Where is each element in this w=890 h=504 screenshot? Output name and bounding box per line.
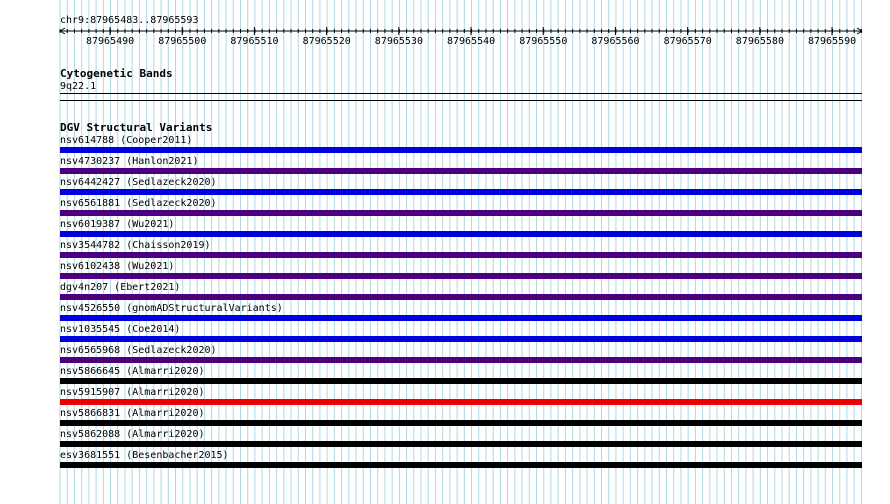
- dgv-feature-bar[interactable]: [60, 294, 862, 300]
- ruler-tick-label: 87965540: [447, 36, 496, 47]
- dgv-feature-bar[interactable]: [60, 210, 862, 216]
- dgv-feature-bar[interactable]: [60, 189, 862, 195]
- dgv-feature-bar[interactable]: [60, 147, 862, 153]
- ruler-tick-label: 87965510: [230, 36, 279, 47]
- dgv-feature-label[interactable]: nsv4526550 (gnomADStructuralVariants): [60, 303, 283, 314]
- dgv-feature-label[interactable]: nsv6442427 (Sedlazeck2020): [60, 177, 217, 188]
- ruler-tick-label: 87965590: [808, 36, 857, 47]
- dgv-feature-label[interactable]: nsv5915907 (Almarri2020): [60, 387, 205, 398]
- dgv-feature-label[interactable]: dgv4n207 (Ebert2021): [60, 282, 181, 293]
- dgv-track-title: DGV Structural Variants: [60, 121, 213, 134]
- dgv-feature-bar[interactable]: [60, 252, 862, 258]
- ruler-tick-label: 87965560: [591, 36, 640, 47]
- track-separator: [60, 100, 862, 101]
- dgv-feature-bar[interactable]: [60, 399, 862, 405]
- ruler-tick-label: 87965550: [519, 36, 568, 47]
- dgv-feature-bar[interactable]: [60, 420, 862, 426]
- coordinate-ruler: [0, 0, 890, 60]
- ruler-tick-label: 87965520: [302, 36, 351, 47]
- dgv-feature-label[interactable]: nsv6102438 (Wu2021): [60, 261, 175, 272]
- track-separator: [60, 93, 862, 94]
- dgv-feature-bar[interactable]: [60, 441, 862, 447]
- dgv-feature-label[interactable]: nsv5862088 (Almarri2020): [60, 429, 205, 440]
- dgv-feature-label[interactable]: nsv1035545 (Coe2014): [60, 324, 181, 335]
- dgv-feature-bar[interactable]: [60, 231, 862, 237]
- cytoband-label[interactable]: 9q22.1: [60, 81, 97, 92]
- dgv-feature-bar[interactable]: [60, 462, 862, 468]
- ruler-tick-label: 87965530: [374, 36, 423, 47]
- dgv-feature-bar[interactable]: [60, 273, 862, 279]
- dgv-feature-label[interactable]: nsv3544782 (Chaisson2019): [60, 240, 211, 251]
- dgv-feature-label[interactable]: nsv5866645 (Almarri2020): [60, 366, 205, 377]
- ruler-tick-label: 87965580: [735, 36, 784, 47]
- dgv-feature-label[interactable]: nsv4730237 (Hanlon2021): [60, 156, 199, 167]
- dgv-feature-label[interactable]: nsv6565968 (Sedlazeck2020): [60, 345, 217, 356]
- ruler-tick-label: 87965490: [86, 36, 135, 47]
- cytoband-track-title: Cytogenetic Bands: [60, 67, 173, 80]
- dgv-feature-bar[interactable]: [60, 336, 862, 342]
- dgv-feature-label[interactable]: nsv6561881 (Sedlazeck2020): [60, 198, 217, 209]
- dgv-feature-label[interactable]: nsv614788 (Cooper2011): [60, 135, 193, 146]
- dgv-feature-bar[interactable]: [60, 357, 862, 363]
- dgv-feature-label[interactable]: nsv5866831 (Almarri2020): [60, 408, 205, 419]
- dgv-feature-label[interactable]: esv3681551 (Besenbacher2015): [60, 450, 229, 461]
- ruler-tick-label: 87965570: [663, 36, 712, 47]
- dgv-feature-bar[interactable]: [60, 315, 862, 321]
- dgv-feature-bar[interactable]: [60, 168, 862, 174]
- ruler-tick-label: 87965500: [158, 36, 207, 47]
- dgv-feature-bar[interactable]: [60, 378, 862, 384]
- position-label: chr9:87965483..87965593: [60, 15, 199, 26]
- dgv-feature-label[interactable]: nsv6019387 (Wu2021): [60, 219, 175, 230]
